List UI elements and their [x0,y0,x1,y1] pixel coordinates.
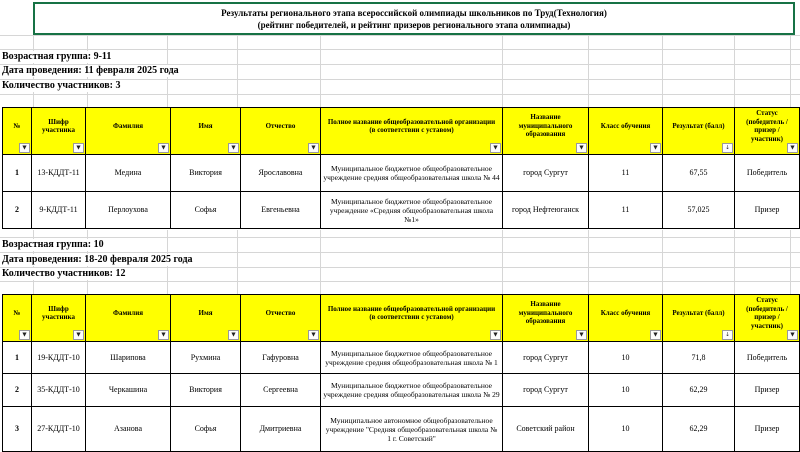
cell-grade: 10 [589,407,663,452]
header-label: Шифр участника [42,304,75,321]
header-first-name [171,108,241,155]
header-municipality [503,295,589,342]
header-score [663,108,735,155]
table-row [3,407,800,452]
header-municipality [503,108,589,155]
header-label: Результат (балл) [672,308,725,317]
cell-first-name: Софья [171,192,241,229]
cell-score: 62,29 [663,374,735,407]
header-grade [589,295,663,342]
header-label: Класс обучения [600,121,651,130]
cell-grade: 11 [589,192,663,229]
cell-surname: Черкашина [86,374,171,407]
header-patronymic [241,295,321,342]
header-label: Отчество [265,121,296,130]
cell-municipality: город Сургут [503,342,589,374]
cell-grade: 10 [589,342,663,374]
filter-icon[interactable]: ▼ [158,143,169,153]
cell-score: 71,8 [663,342,735,374]
date-label-1: Дата проведения: 11 февраля 2025 года [2,65,183,77]
date-label-2: Дата проведения: 18-20 февраля 2025 года [2,254,197,266]
table-row [3,155,800,192]
table-row [3,192,800,229]
cell-number: 1 [3,155,32,192]
cell-organization: Муниципальное бюджетное общеобразовательное учреждение средняя общеобразовательная школа № 1 [321,342,503,374]
gridline [734,35,735,107]
cell-patronymic: Гафуровна [241,342,321,374]
gridline [790,35,791,107]
header-score [663,295,735,342]
header-row [3,295,800,342]
cell-patronymic: Дмитриевна [241,407,321,452]
header-status [735,295,800,342]
filter-icon[interactable]: ▼ [308,330,319,340]
page-title-line2: (рейтинг победителей, и рейтинг призеров регионального этапа олимпиады) [257,19,571,30]
cell-patronymic: Сергеевна [241,374,321,407]
cell-surname: Перлоухова [86,192,171,229]
cell-municipality: Советский район [503,407,589,452]
gridline [0,252,800,253]
cell-grade: 11 [589,155,663,192]
header-label: Полное название общеобразовательной организации (в соответствии с уставом) [327,304,496,321]
header-label: Название муниципального образования [518,300,573,326]
cell-surname: Азанова [86,407,171,452]
cell-organization: Муниципальное бюджетное общеобразовательное учреждение средняя общеобразовательная школа № 29 [321,374,503,407]
header-label: Статус (победитель / призер / участник) [746,109,788,143]
header-label: Имя [198,121,213,130]
header-status [735,108,800,155]
cell-score: 67,55 [663,155,735,192]
filter-icon[interactable]: ▼ [576,143,587,153]
filter-icon[interactable]: ▼ [576,330,587,340]
cell-participant-code: 27-КДДТ-10 [32,407,86,452]
header-label: Полное название общеобразовательной организации (в соответствии с уставом) [327,117,496,134]
gridline [734,230,735,294]
filter-icon[interactable]: ▼ [158,330,169,340]
gridline [0,94,800,95]
gridline [0,237,800,238]
cell-grade: 10 [589,374,663,407]
gridline [237,230,238,294]
header-organization [321,295,503,342]
gridline [0,49,800,50]
results-table-group-9-11 [2,107,800,229]
gridline [588,230,589,294]
table-row [3,342,800,374]
gridline [662,230,663,294]
participants-label-1: Количество участников: 3 [2,80,125,92]
cell-patronymic: Ярославовна [241,155,321,192]
cell-participant-code: 9-КДДТ-11 [32,192,86,229]
cell-number: 2 [3,192,32,229]
sort-filter-icon[interactable]: ↓ [722,330,733,340]
participants-label-2: Количество участников: 12 [2,268,130,280]
header-label: Имя [198,308,213,317]
gridline [790,230,791,294]
cell-number: 3 [3,407,32,452]
header-label: Шифр участника [42,117,75,134]
cell-number: 2 [3,374,32,407]
header-first-name [171,295,241,342]
filter-icon[interactable]: ▼ [19,330,30,340]
gridline [320,230,321,294]
age-group-label-1: Возрастная группа: 9-11 [2,51,115,63]
cell-organization: Муниципальное автономное общеобразовательное учреждение "Средняя общеобразовательная школа № 1 г. Советский" [321,407,503,452]
cell-score: 57,025 [663,192,735,229]
cell-municipality: город Сургут [503,155,589,192]
header-label: Фамилия [112,308,144,317]
cell-first-name: Софья [171,407,241,452]
filter-icon[interactable]: ▼ [787,143,798,153]
filter-icon[interactable]: ▼ [787,330,798,340]
cell-first-name: Виктория [171,374,241,407]
cell-status: Призер [735,192,800,229]
cell-surname: Медина [86,155,171,192]
gridline [0,281,800,282]
filter-icon[interactable]: ▼ [650,330,661,340]
gridline [320,35,321,107]
header-label: Название муниципального образования [518,113,573,139]
filter-icon[interactable]: ▼ [490,143,501,153]
filter-icon[interactable]: ▼ [228,330,239,340]
sort-filter-icon[interactable]: ↓ [722,143,733,153]
gridline [502,35,503,107]
gridline [502,230,503,294]
gridline [0,35,800,36]
header-label: Результат (балл) [672,121,725,130]
cell-patronymic: Евгеньевна [241,192,321,229]
cell-number: 1 [3,342,32,374]
header-label: № [13,121,21,130]
table-row [3,374,800,407]
age-group-label-2: Возрастная группа: 10 [2,239,108,251]
filter-icon[interactable]: ▼ [73,330,84,340]
header-surname [86,295,171,342]
cell-status: Призер [735,374,800,407]
filter-icon[interactable]: ▼ [650,143,661,153]
cell-status: Победитель [735,155,800,192]
header-organization [321,108,503,155]
filter-icon[interactable]: ▼ [73,143,84,153]
header-number [3,295,32,342]
cell-status: Победитель [735,342,800,374]
header-number [3,108,32,155]
cell-score: 62,29 [663,407,735,452]
filter-icon[interactable]: ▼ [228,143,239,153]
results-table-group-10 [2,294,800,452]
header-participant-code [32,295,86,342]
page-title [33,2,795,35]
header-label: № [13,308,21,317]
cell-participant-code: 35-КДДТ-10 [32,374,86,407]
cell-participant-code: 13-КДДТ-11 [32,155,86,192]
cell-surname: Шарипова [86,342,171,374]
cell-organization: Муниципальное бюджетное общеобразовательное учреждение средняя общеобразовательная школа № 44 [321,155,503,192]
cell-participant-code: 19-КДДТ-10 [32,342,86,374]
header-row [3,108,800,155]
filter-icon[interactable]: ▼ [308,143,319,153]
cell-first-name: Виктория [171,155,241,192]
header-grade [589,108,663,155]
cell-organization: Муниципальное бюджетное общеобразовательное учреждение «Средняя общеобразовательная школа №1» [321,192,503,229]
header-participant-code [32,108,86,155]
header-label: Класс обучения [600,308,651,317]
header-label: Отчество [265,308,296,317]
page-title-line1: Результаты регионального этапа всероссийской олимпиады школьников по Труд(Технология) [221,7,607,18]
header-label: Фамилия [112,121,144,130]
filter-icon[interactable]: ▼ [19,143,30,153]
filter-icon[interactable]: ▼ [490,330,501,340]
header-patronymic [241,108,321,155]
cell-first-name: Рухмина [171,342,241,374]
gridline [588,35,589,107]
gridline [237,35,238,107]
gridline [662,35,663,107]
cell-municipality: город Нефтеюганск [503,192,589,229]
header-surname [86,108,171,155]
header-label: Статус (победитель / призер / участник) [746,296,788,330]
cell-municipality: город Сургут [503,374,589,407]
cell-status: Призер [735,407,800,452]
